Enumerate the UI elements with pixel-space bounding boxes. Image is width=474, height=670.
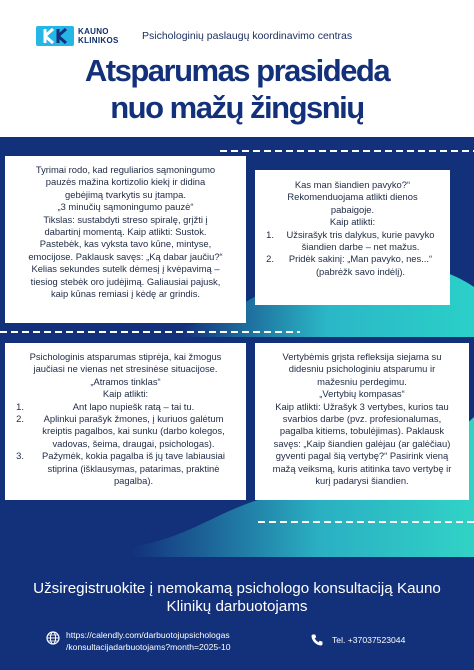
- dashed-divider: [0, 331, 300, 333]
- card-text-line: tiesiog stebėk oro judėjimą. Galiausiai pajusk,: [30, 275, 221, 287]
- card-text-line: pabaigoje.: [330, 203, 375, 215]
- title-line-2: nuo mažų žingsnių: [110, 90, 364, 125]
- list-item: [263, 229, 442, 254]
- card-text-line: gebėjimą tvarkytis su įtampa.: [65, 188, 186, 200]
- card-list: [263, 229, 442, 279]
- logo-mark-icon: [36, 26, 74, 46]
- logo-line-2: KLINIKOS: [78, 36, 119, 45]
- list-text: Pažymėk, kokia pagalba iš jų tave labiausiai stiprina (išklausymas, patarimas, praktinė pagalba).: [42, 450, 225, 487]
- list-number: 2.: [266, 253, 274, 265]
- cta-line-2: Klinikų darbuotojams: [166, 598, 308, 615]
- url-line-1[interactable]: https://calendly.com/darbuotojupsichologas: [66, 630, 230, 640]
- list-text: Ant lapo nupiešk ratą – tai tu.: [72, 400, 195, 412]
- card-text-line: mažą veiksmą, kuris atitinka tavo vertybę ir: [272, 462, 452, 474]
- card-text-line: Kaip atlikti:: [329, 216, 376, 228]
- phone-number[interactable]: Tel. +37037523044: [332, 635, 406, 645]
- card-text-line: Kaip atlikti: Užrašyk 3 vertybes, kurios tau: [275, 400, 449, 412]
- info-card-success: [255, 170, 450, 305]
- phone-contact[interactable]: [310, 633, 405, 647]
- card-text-line: Vertybėmis grįsta refleksija siejama su: [282, 351, 442, 362]
- url-line-2[interactable]: /konsultacijadarbuotojams?month=2025-10: [66, 641, 231, 652]
- list-item: [13, 413, 238, 450]
- title-line-1: Atsparumas prasideda: [84, 53, 390, 88]
- header: [0, 0, 474, 130]
- cta-line-1: Užsiregistruokite į nemokamą psichologo konsultaciją Kauno: [33, 580, 441, 597]
- card-text-line: Tikslas: sustabdyti streso spiralę, grįžti į: [43, 213, 208, 225]
- card-text-line: pauzės mažina kortizolio kiekį ir didina: [45, 176, 206, 188]
- registration-link[interactable]: [46, 630, 231, 653]
- card-text-line: svarbios darbe (pvz. profesionalumas,: [282, 413, 442, 425]
- list-text: Aplinkui parašyk žmones, į kuriuos galėtum kreiptis pagalbos, kai sunku (darbo kolegos, vadovas, šeima, draugai, psichologas).: [42, 413, 225, 449]
- card-text-line: Kaip atlikti:: [102, 388, 149, 400]
- card-text-line: jaučiasi ne vienas net stresinėse situacijose.: [33, 363, 218, 375]
- list-item: [13, 401, 238, 413]
- card-text-line: Tyrimai rodo, kad reguliarios sąmoningumo: [35, 164, 216, 175]
- card-text-line: „Vertybių kompasas“: [319, 388, 405, 400]
- logo-line-1: KAUNO: [78, 27, 109, 36]
- phone-icon: [310, 633, 324, 647]
- dashed-divider: [258, 521, 474, 523]
- list-number: 1.: [266, 228, 274, 240]
- card-text-line: savęs: „Kaip šiandien galėjau (ar galėčiau): [273, 437, 451, 449]
- card-text-line: Kas man šiandien pavyko?“: [294, 179, 411, 190]
- page-title: [0, 52, 474, 126]
- card-text-line: kurį padarysi šiandien.: [315, 475, 409, 487]
- list-number: 2.: [16, 413, 24, 425]
- card-text-line: dabartinį momentą. Kaip atlikti: Sustok.: [44, 226, 207, 238]
- registration-call-to-action: [20, 580, 454, 616]
- info-card-values-compass: [255, 343, 469, 500]
- dashed-divider: [220, 150, 474, 152]
- list-number: 3.: [16, 450, 24, 462]
- info-card-mindfulness: [5, 156, 246, 323]
- card-text-line: Pastebėk, kas vyksta tavo kūne, mintyse,: [39, 238, 212, 250]
- list-number: 1.: [16, 400, 24, 412]
- card-text-line: Rekomenduojama atlikti dienos: [287, 191, 418, 203]
- kauno-klinikos-logo: [36, 26, 119, 46]
- logo-text: [78, 27, 119, 45]
- card-text-line: „Atramos tinklas“: [90, 375, 161, 387]
- registration-url[interactable]: [66, 630, 231, 653]
- list-text: Pridėk sakinį: „Man pavyko, nes...“ (pabrėžk savo indėlį).: [288, 253, 433, 277]
- globe-icon: [46, 631, 60, 645]
- card-text-line: mažesniu perdegimu.: [317, 375, 407, 387]
- card-text-line: didesniu psichologiniu atsparumu ir: [288, 363, 436, 375]
- info-card-support-network: [5, 343, 246, 500]
- center-name: Psichologinių paslaugų koordinavimo centras: [142, 30, 353, 42]
- card-text-line: Psichologinis atsparumas stiprėja, kai žmogus: [29, 351, 222, 362]
- card-text-line: emocijose. Paklausk savęs: „Ką dabar jaučiu?“: [28, 250, 223, 262]
- card-text-line: Kelias sekundes sutelk dėmesį į kvėpavimą –: [31, 263, 220, 275]
- card-text-line: „3 minučių sąmoningumo pauzė“: [57, 201, 194, 213]
- list-item: [263, 253, 442, 278]
- list-text: Užsirašyk tris dalykus, kurie pavyko šiandien darbe – net mažus.: [286, 228, 435, 253]
- card-text-line: pagalba kitiems, tobulėjimas). Paklausk: [279, 425, 445, 437]
- card-list: [13, 401, 238, 488]
- card-text-line: gyventi pagal šią vertybę?“ Pasirink vieną: [275, 450, 449, 462]
- card-text-line: kaip kūnas remiasi į kėdę ar grindis.: [50, 288, 201, 300]
- list-item: [13, 450, 238, 487]
